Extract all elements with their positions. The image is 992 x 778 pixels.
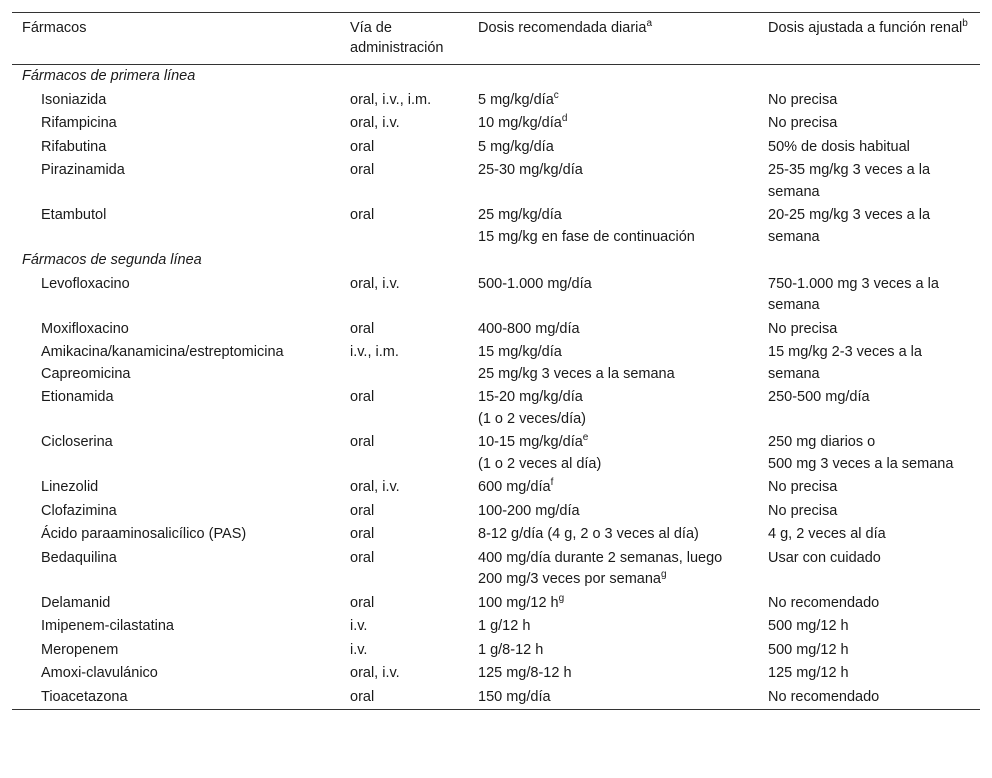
drug-route: oral	[350, 688, 375, 705]
drug-dose: 25-30 mg/kg/día	[478, 162, 583, 178]
drug-renal-dose: No precisa	[768, 479, 838, 495]
drug-dose: 400 mg/día durante 2 semanas, luego 200 mg/3 veces por semana$^g$	[478, 549, 723, 587]
header-via: Vía de administración	[350, 20, 444, 56]
section-title: Fármacos de segunda línea	[22, 252, 202, 268]
header-farmacos: Fármacos	[22, 20, 87, 36]
drug-route: oral	[350, 162, 375, 178]
table-row	[12, 686, 980, 710]
drug-dose: 1 g/8-12 h	[478, 641, 544, 658]
drug-dosage-table	[12, 12, 980, 710]
drug-name: Pirazinamida	[41, 162, 125, 178]
drug-name: Clofazimina	[41, 502, 117, 519]
drug-name: Imipenem-cilastatina	[41, 618, 174, 634]
drug-renal-dose: 125 mg/12 h	[768, 665, 849, 681]
drug-route: oral	[350, 549, 375, 566]
drug-route: oral	[350, 138, 375, 155]
drug-dose: 400-800 mg/día	[478, 320, 580, 337]
drug-name: Bedaquilina	[41, 549, 117, 566]
drug-dose: 15-20 mg/kg/día (1 o 2 veces/día)	[478, 389, 586, 427]
drug-route: oral	[350, 320, 375, 337]
table-row	[12, 204, 980, 249]
drug-dose: 8-12 g/día (4 g, 2 o 3 veces al día)	[478, 526, 699, 542]
section-title: Fármacos de primera línea	[22, 68, 196, 84]
drug-dose: 10-15 mg/kg/día$^e$ (1 o 2 veces al día)	[478, 432, 602, 472]
section-primera-linea	[12, 65, 980, 89]
drug-renal-dose: No precisa	[768, 320, 838, 337]
drug-renal-dose: No recomendado	[768, 688, 880, 705]
table-row	[12, 318, 980, 342]
drug-dose: 15 mg/kg/día 25 mg/kg 3 veces a la semana	[478, 344, 675, 382]
drug-route: oral	[350, 594, 375, 611]
drug-renal-dose: 15 mg/kg 2-3 veces a la semana	[768, 344, 922, 382]
table-row	[12, 159, 980, 204]
drug-dose: 100 mg/12 $h^g$	[478, 592, 565, 611]
drug-route: oral, i.v.	[350, 115, 400, 131]
drug-dose: 10 mg/kg/día$^d$	[478, 113, 568, 131]
drug-name: Isoniazida	[41, 91, 107, 108]
header-dosis-ajustada: Dosis ajustada a función renal$^b$	[768, 18, 968, 36]
drug-renal-dose: 4 g, 2 veces al día	[768, 526, 886, 542]
drug-dose: 5 mg/kg/día$^c$	[478, 89, 559, 108]
header-dosis: Dosis recomendada diaria$^a$	[478, 18, 653, 36]
table-row	[12, 662, 980, 686]
drug-dose: 1 g/12 h	[478, 618, 531, 634]
drug-renal-dose: 250-500 mg/día	[768, 389, 870, 405]
table-row	[12, 431, 980, 476]
drug-dose: 25 mg/kg/día 15 mg/kg en fase de continuación	[478, 207, 695, 245]
table-row	[12, 639, 980, 663]
drug-name: Meropenem	[41, 641, 119, 658]
drug-name: Etionamida	[41, 389, 114, 405]
drug-name: Cicloserina	[41, 434, 113, 450]
drug-renal-dose: No precisa	[768, 502, 838, 519]
drug-route: oral, i.v.	[350, 665, 400, 681]
drug-dose: 125 mg/8-12 h	[478, 665, 572, 681]
drug-dose: 150 mg/día	[478, 688, 551, 705]
drug-name: Delamanid	[41, 594, 111, 611]
table-row	[12, 386, 980, 431]
drug-name: Levofloxacino	[41, 275, 130, 292]
drug-route: i.v.	[350, 618, 368, 634]
drug-route: oral	[350, 207, 375, 223]
table-row	[12, 476, 980, 500]
drug-renal-dose: Usar con cuidado	[768, 549, 881, 566]
drug-route: oral, i.v.	[350, 275, 400, 292]
drug-dose: 100-200 mg/día	[478, 502, 580, 519]
table-row	[12, 615, 980, 639]
drug-renal-dose: No recomendado	[768, 594, 880, 611]
drug-name: Linezolid	[41, 479, 99, 495]
drug-name: Moxifloxacino	[41, 320, 129, 337]
drug-renal-dose: No precisa	[768, 115, 838, 131]
drug-renal-dose: 500 mg/12 h	[768, 618, 849, 634]
drug-renal-dose: 250 mg diarios o 500 mg 3 veces a la semana	[768, 434, 954, 472]
drug-dose: 5 mg/kg/día	[478, 138, 554, 155]
drug-route: oral	[350, 434, 375, 450]
table-row	[12, 592, 980, 616]
drug-route: oral	[350, 502, 375, 519]
table-row	[12, 136, 980, 160]
drug-name: Tioacetazona	[41, 688, 128, 705]
drug-name: Rifampicina	[41, 115, 117, 131]
drug-route: i.v., i.m.	[350, 344, 399, 360]
table-row	[12, 341, 980, 386]
drug-renal-dose: 25-35 mg/kg 3 veces a la semana	[768, 162, 931, 200]
drug-renal-dose: 50% de dosis habitual	[768, 138, 910, 155]
drug-name: Amoxi-clavulánico	[41, 665, 158, 681]
table-row	[12, 523, 980, 547]
table-row	[12, 547, 980, 592]
table-header-row	[12, 13, 980, 65]
table-row	[12, 89, 980, 113]
drug-route: oral, i.v., i.m.	[350, 91, 432, 108]
drug-route: i.v.	[350, 641, 368, 658]
section-segunda-linea	[12, 249, 980, 273]
drug-renal-dose: 20-25 mg/kg 3 veces a la semana	[768, 207, 931, 245]
drug-name: Amikacina/kanamicina/estreptomicina Capreomicina	[41, 344, 284, 382]
table-row	[12, 273, 980, 318]
table-row	[12, 112, 980, 136]
drug-name: Rifabutina	[41, 138, 107, 155]
drug-route: oral	[350, 526, 375, 542]
drug-renal-dose: 500 mg/12 h	[768, 641, 849, 658]
drug-renal-dose: 750-1.000 mg 3 veces a la semana	[768, 275, 939, 313]
drug-name: Ácido paraaminosalicílico (PAS)	[41, 526, 247, 542]
drug-name: Etambutol	[41, 207, 107, 223]
drug-renal-dose: No precisa	[768, 91, 838, 108]
drug-route: oral	[350, 389, 375, 405]
drug-dose: 500-1.000 mg/día	[478, 275, 592, 292]
table-row	[12, 500, 980, 524]
drug-dose: 600 mg/día$^f$	[478, 477, 554, 495]
drug-route: oral, i.v.	[350, 479, 400, 495]
